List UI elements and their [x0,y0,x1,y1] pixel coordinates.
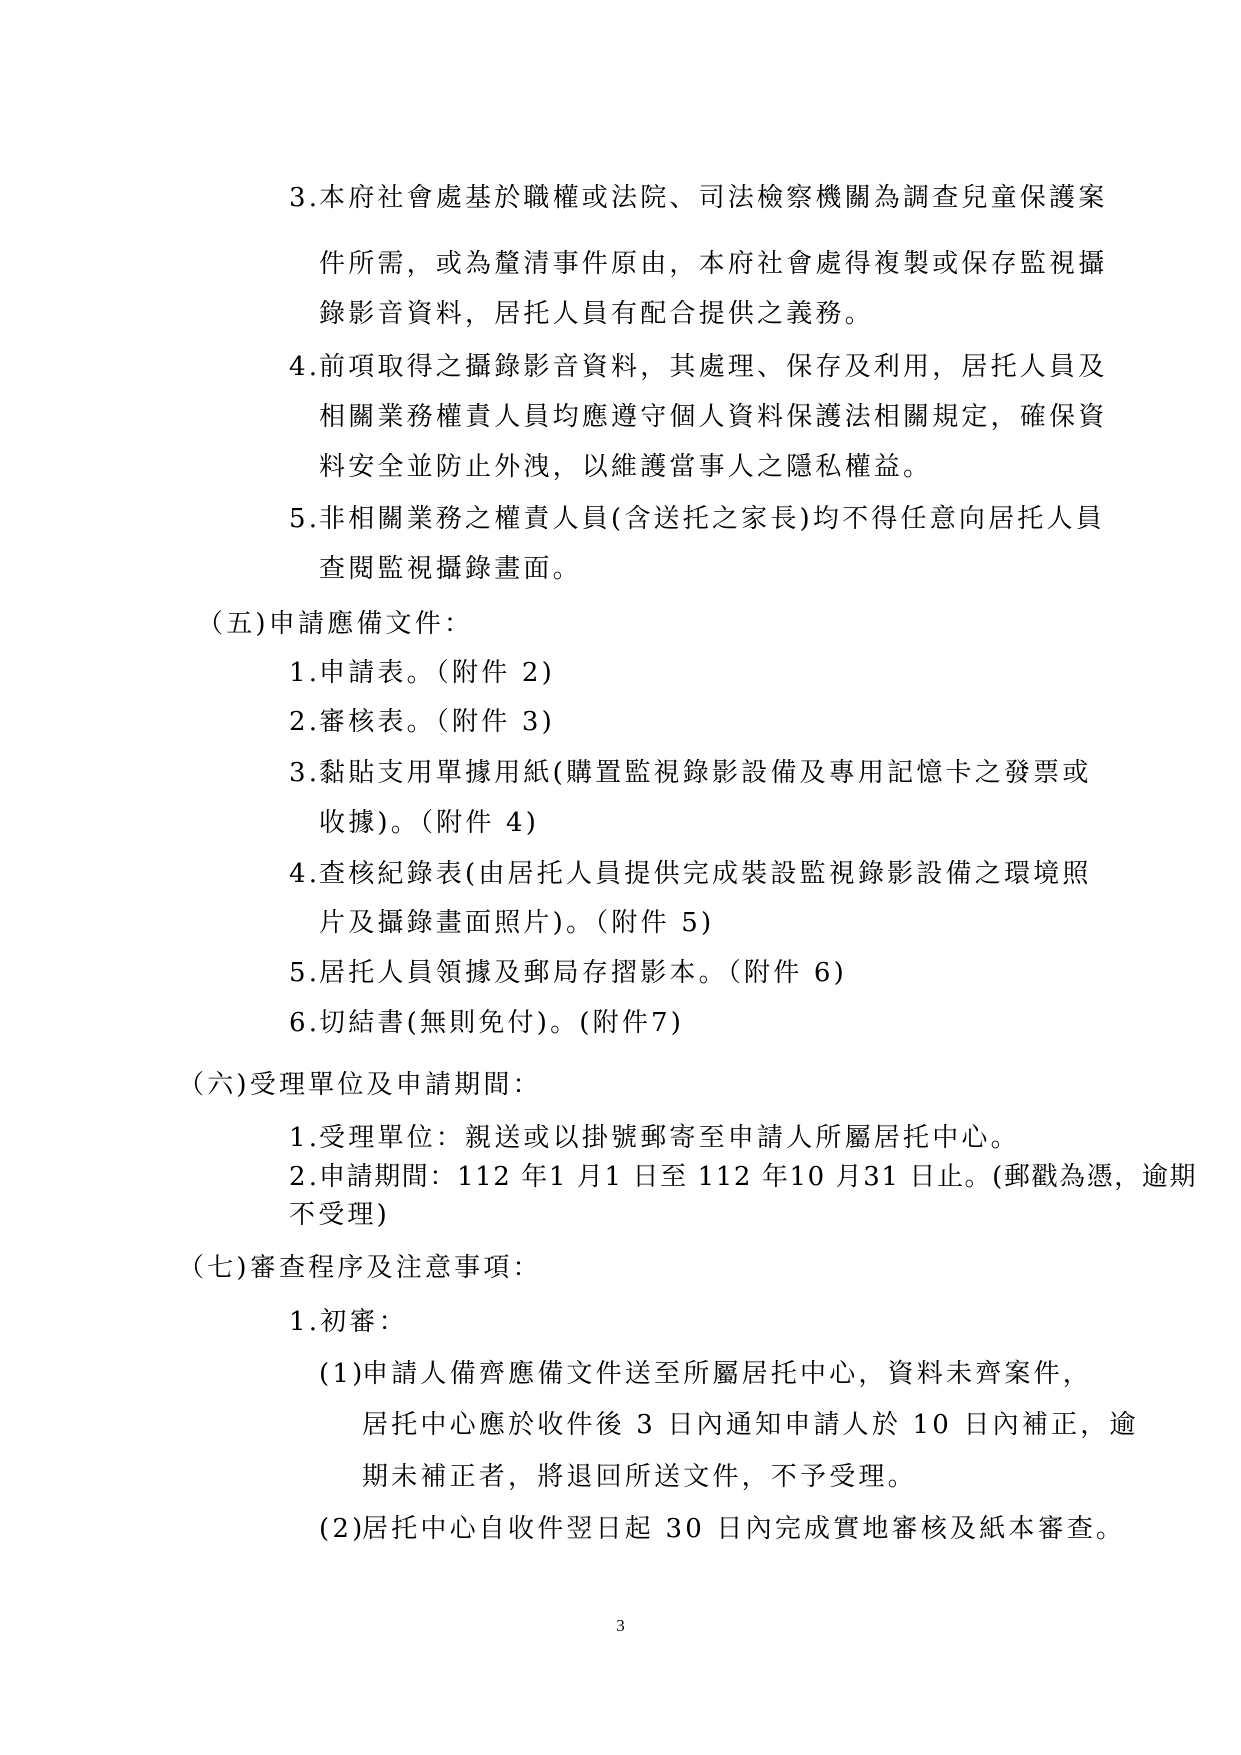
item-line: 居托人員領據及郵局存摺影本。（附件 6) [319,958,847,988]
item-number: (2) [319,1514,366,1544]
item-number: 6. [289,1008,321,1038]
item-number: 3. [289,758,321,788]
item-line: 居托中心應於收件後 3 日內通知申請人於 10 日內補正，逾 [362,1410,1139,1440]
item-number: 2. [289,1162,321,1192]
item-number: (1) [319,1359,366,1389]
item-line: 不受理) [289,1200,390,1230]
item-line: 受理單位：親送或以掛號郵寄至申請人所屬居托中心。 [319,1123,1020,1153]
item-line: 期未補正者，將退回所送文件，不予受理。 [362,1462,917,1492]
item-number: 1. [289,1123,321,1153]
item-number: 4. [289,352,321,382]
item-line: 審核表。（附件 3) [319,707,555,737]
section5-heading: （五)申請應備文件： [197,609,474,639]
item-line: 黏貼支用單據用紙(購置監視錄影設備及專用記憶卡之發票或 [319,758,1092,788]
item-line: 件所需，或為釐清事件原由，本府社會處得複製或保存監視攝 [319,249,1108,279]
item-number: 4. [289,859,321,889]
item-number: 2. [289,707,321,737]
item-line: 片及攝錄畫面照片)。（附件 5) [319,908,715,938]
page-number: 3 [616,1616,625,1635]
item-number: 3. [289,183,321,213]
item-line: 收據)。（附件 4) [319,808,540,838]
item-line: 申請人備齊應備文件送至所屬居托中心，資料未齊案件， [362,1359,1093,1389]
item-number: 1. [289,658,321,688]
item-line: 錄影音資料，居托人員有配合提供之義務。 [319,299,874,329]
item-line: 前項取得之攝錄影音資料，其處理、保存及利用，居托人員及 [319,352,1108,382]
item-line: 申請表。（附件 2) [319,658,555,688]
item-line: 本府社會處基於職權或法院、司法檢察機關為調查兒童保護案 [319,183,1108,213]
item-number: 5. [289,504,321,534]
item-line: 居托中心自收件翌日起 30 日內完成實地審核及紙本審查。 [362,1514,1126,1544]
item-line: 切結書(無則免付)。(附件7) [319,1008,685,1038]
item-line: 相關業務權責人員均應遵守個人資料保護法相關規定，確保資 [319,402,1108,432]
section6-heading: （六)受理單位及申請期間： [178,1070,542,1100]
item-line: 料安全並防止外洩，以維護當事人之隱私權益。 [319,452,933,482]
item-line: 非相關業務之權責人員(含送托之家長)均不得任意向居托人員 [319,504,1105,534]
item-line: 申請期間：112 年1 月1 日至 112 年10 月31 日止。(郵戳為憑，逾期 [319,1162,1198,1192]
section7-heading: （七)審查程序及注意事項： [178,1253,542,1283]
item-line: 查閱監視攝錄畫面。 [319,554,582,584]
item-line: 1.初審： [289,1307,408,1337]
item-line: 查核紀錄表(由居托人員提供完成裝設監視錄影設備之環境照 [319,859,1092,889]
item-number: 5. [289,958,321,988]
